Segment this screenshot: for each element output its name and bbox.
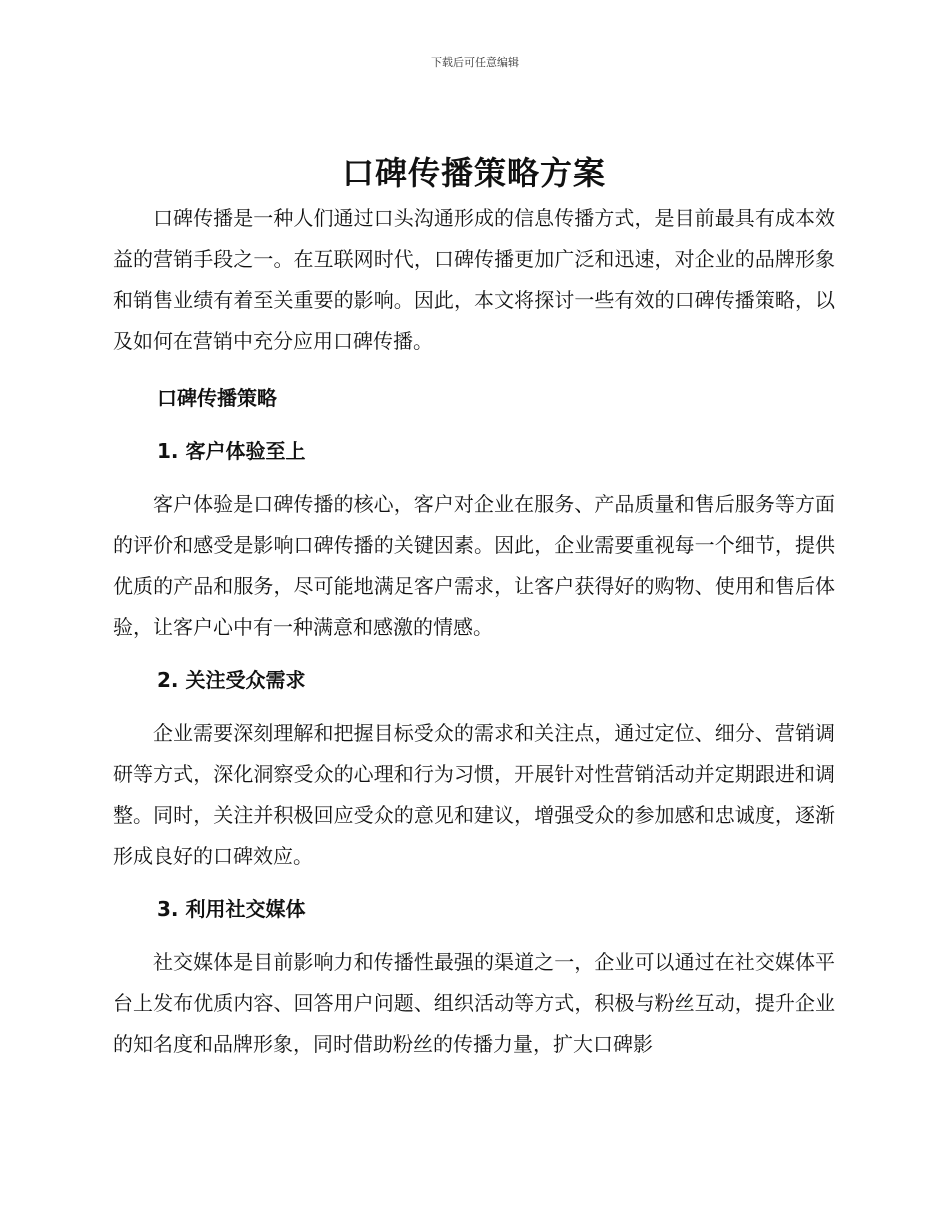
document-content	[113, 148, 835, 1065]
document-title: 口碑传播策略方案	[341, 154, 606, 192]
section-heading: 口碑传播策略	[157, 386, 277, 410]
item-body-3: 社交媒体是目前影响力和传播性最强的渠道之一，企业可以通过在社交媒体平台上发布优质内容、回答用户问题、组织活动等方式，积极与粉丝互动，提升企业的知名度和品牌形象，同时借助粉丝的传播力量，扩大口碑影	[113, 950, 835, 1056]
item-heading-2: 2. 关注受众需求	[157, 668, 306, 692]
header-note: 下载后可任意编辑	[431, 56, 519, 69]
item-heading-3: 3. 利用社交媒体	[157, 897, 306, 921]
item-heading-1: 1. 客户体验至上	[157, 439, 306, 463]
item-body-2: 企业需要深刻理解和把握目标受众的需求和关注点，通过定位、细分、营销调研等方式，深化洞察受众的心理和行为习惯，开展针对性营销活动并定期跟进和调整。同时，关注并积极回应受众的意见和建议，增强受众的参加感和忠诚度，逐渐形成良好的口碑效应。	[113, 721, 835, 868]
intro-paragraph: 口碑传播是一种人们通过口头沟通形成的信息传播方式，是目前最具有成本效益的营销手段之一。在互联网时代，口碑传播更加广泛和迅速，对企业的品牌形象和销售业绩有着至关重要的影响。因此，本文将探讨一些有效的口碑传播策略，以及如何在营销中充分应用口碑传播。	[113, 206, 835, 353]
item-body-1: 客户体验是口碑传播的核心，客户对企业在服务、产品质量和售后服务等方面的评价和感受是影响口碑传播的关键因素。因此，企业需要重视每一个细节，提供优质的产品和服务，尽可能地满足客户需求，让客户获得好的购物、使用和售后体验，让客户心中有一种满意和感激的情感。	[113, 492, 835, 639]
